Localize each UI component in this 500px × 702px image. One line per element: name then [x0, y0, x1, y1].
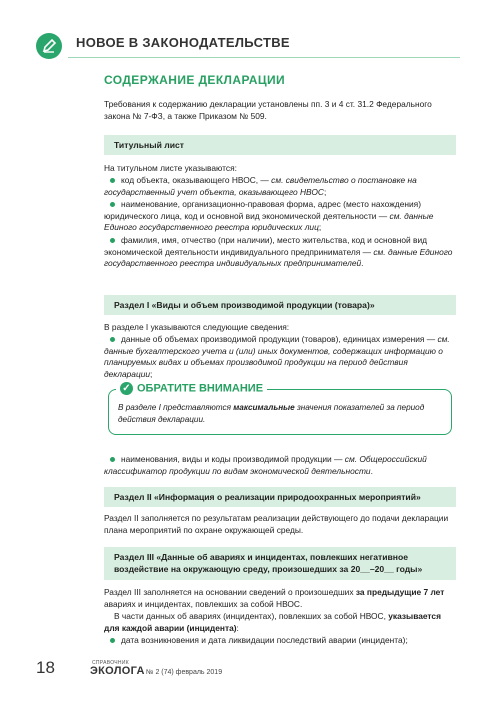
section1-lead: В разделе I указываются следующие сведения: — [104, 322, 290, 332]
bullet-icon — [110, 238, 115, 243]
section2-heading: Раздел II «Информация о реализации природоохранных мероприятий» — [104, 487, 456, 507]
info-icon: ✓ — [120, 382, 133, 395]
title-page-heading: Титульный лист — [104, 135, 456, 155]
page-header-title: НОВОЕ В ЗАКОНОДАТЕЛЬСТВЕ — [76, 35, 290, 50]
logo-caption: СПРАВОЧНИК — [92, 660, 129, 666]
list-item: наименования, виды и коды производимой продукции — см. Общероссийский классификатор продукции по видам экономической деятельности. — [104, 454, 427, 476]
bullet-icon — [110, 457, 115, 462]
section-title: СОДЕРЖАНИЕ ДЕКЛАРАЦИИ — [104, 73, 286, 87]
magazine-logo: ЭКОЛОГА — [90, 665, 145, 677]
list-item: код объекта, оказывающего НВОС, — см. свидетельство о постановке на государственный учет объекта, оказывающего НВОС; — [104, 175, 417, 197]
header-divider — [68, 57, 460, 58]
list-item: дата возникновения и дата ликвидации последствий аварии (инцидента); — [104, 635, 456, 647]
intro-paragraph: Требования к содержанию декларации установлены пп. 3 и 4 ст. 31.2 Федерального закона № 7-ФЗ, а также Приказом № 509. — [104, 99, 432, 121]
page-number: 18 — [36, 658, 55, 677]
pen-icon — [36, 33, 62, 59]
section3-paragraph-2: В части данных об авариях (инцидентах), повлекших за собой НВОС, указывается для каждой аварии (инцидента): — [104, 611, 441, 633]
notice-text: В разделе I представляются максимальные значения показателей за период действия декларации. — [118, 403, 425, 424]
section1-heading: Раздел I «Виды и объем производимой продукции (товара)» — [104, 295, 456, 315]
bullet-icon — [110, 337, 115, 342]
title-page-lead: На титульном листе указываются: — [104, 163, 237, 173]
list-item: фамилия, имя, отчество (при наличии), место жительства, код и основной вид экономической деятельности индивидуального предпринимателя — см. данные Единого государственного реестра индивидуальных предпринимателей. — [104, 235, 453, 269]
bullet-icon — [110, 638, 115, 643]
list-item: данные об объемах производимой продукции (товаров), единицах измерения — см. данные бухгалтерского учета и (или) иных документов, содержащих информацию о планируемых видах и объемах производимой продукции на период действия декларации; — [104, 334, 450, 380]
bullet-icon — [110, 202, 115, 207]
notice-heading: ✓ ОБРАТИТЕ ВНИМАНИЕ — [116, 382, 267, 395]
section3-heading: Раздел III «Данные об авариях и инцидентах, повлекших негативное воздействие на окружающую среду, произошедших за 20__–20__ годы» — [104, 547, 456, 580]
bullet-icon — [110, 178, 115, 183]
section3-paragraph-1: Раздел III заполняется на основании сведений о произошедших за предыдущие 7 лет авариях и инцидентах, повлекших за собой НВОС. — [104, 587, 445, 609]
section2-paragraph: Раздел II заполняется по результатам реализации действующего до подачи декларации плана мероприятий по охране окружающей среды. — [104, 513, 449, 535]
issue-info: № 2 (74) февраль 2019 — [146, 669, 223, 676]
list-item: наименование, организационно-правовая форма, адрес (место нахождения) юридического лица, код и основной вид экономической деятельности — см. данные Единого государственного реестра юридических лиц; — [104, 199, 434, 233]
